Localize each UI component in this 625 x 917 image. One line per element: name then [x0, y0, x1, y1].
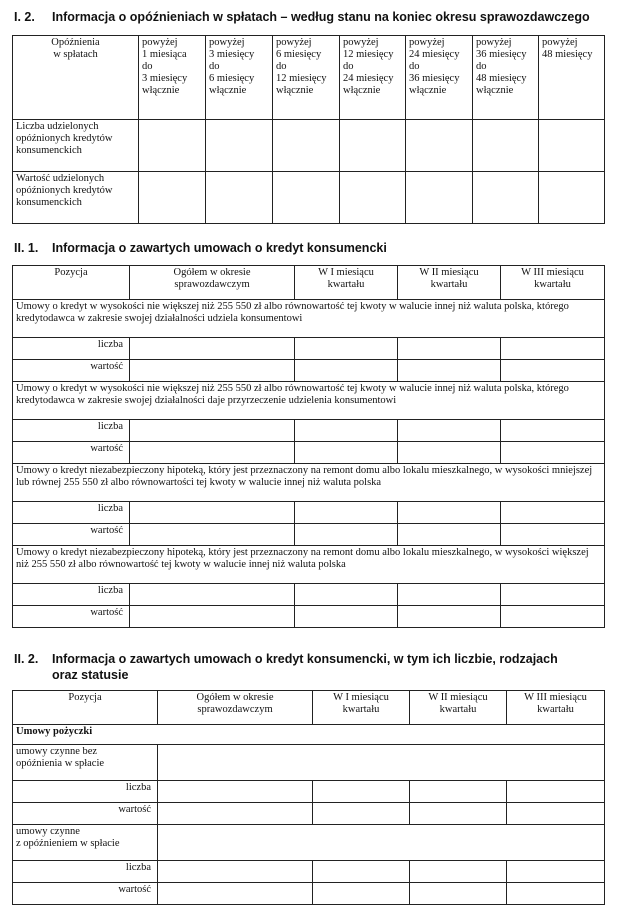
column-header: powyżej 36 miesięcy do 48 miesięcy włącznie — [473, 36, 539, 120]
input-cell[interactable] — [130, 360, 295, 382]
column-header: Pozycja — [13, 266, 130, 300]
input-cell[interactable] — [410, 781, 507, 803]
input-cell[interactable] — [410, 883, 507, 905]
column-header: W I miesiącu kwartału — [295, 266, 398, 300]
group-description: Umowy o kredyt niezabezpieczony hipoteką, który jest przeznaczony na remont domu albo lokalu mieszkalnego, w wysokości większej niż 255 550 zł albo równowartość tej kwoty w walucie innej niż waluta polska — [13, 546, 605, 584]
column-header: W I miesiącu kwartału — [313, 691, 410, 725]
column-header: powyżej 48 miesięcy — [539, 36, 605, 120]
section-number: I. 2. — [14, 10, 35, 24]
input-cell[interactable] — [539, 120, 605, 172]
row-label-wartosc: wartość — [13, 524, 130, 546]
section-heading: Informacja o zawartych umowach o kredyt konsumencki, w tym ich liczbie, rodzajach — [52, 652, 558, 666]
input-cell[interactable] — [313, 781, 410, 803]
input-cell[interactable] — [295, 338, 398, 360]
row-label-wartosc: wartość — [13, 442, 130, 464]
input-cell[interactable] — [130, 584, 295, 606]
input-cell[interactable] — [130, 524, 295, 546]
input-cell[interactable] — [398, 502, 501, 524]
input-cell[interactable] — [340, 120, 406, 172]
row-label-liczba: liczba — [13, 502, 130, 524]
group-title: Umowy pożyczki — [13, 725, 605, 745]
column-header: powyżej 1 miesiąca do 3 miesięcy włącznie — [139, 36, 206, 120]
table-row — [13, 338, 605, 360]
row-label-wartosc: wartość — [13, 803, 158, 825]
input-cell[interactable] — [398, 606, 501, 628]
input-cell[interactable] — [501, 584, 605, 606]
row-label-wartosc: wartość — [13, 606, 130, 628]
delays-table — [12, 35, 605, 224]
input-cell[interactable] — [313, 883, 410, 905]
input-cell[interactable] — [398, 420, 501, 442]
input-cell[interactable] — [410, 861, 507, 883]
column-header: powyżej 3 miesięcy do 6 miesięcy włącznie — [206, 36, 273, 120]
row-label-liczba: liczba — [13, 781, 158, 803]
table-row — [13, 172, 605, 224]
input-cell[interactable] — [398, 360, 501, 382]
input-cell[interactable] — [539, 172, 605, 224]
column-header: W II miesiącu kwartału — [398, 266, 501, 300]
input-cell[interactable] — [473, 120, 539, 172]
input-cell[interactable] — [501, 502, 605, 524]
table-row — [13, 861, 605, 883]
input-cell[interactable] — [398, 442, 501, 464]
section-number: II. 2. — [14, 652, 39, 666]
input-cell[interactable] — [158, 883, 313, 905]
column-header: Pozycja — [13, 691, 158, 725]
input-cell[interactable] — [130, 338, 295, 360]
column-header: Ogółem w okresie sprawozdawczym — [130, 266, 295, 300]
input-cell[interactable] — [340, 172, 406, 224]
input-cell[interactable] — [206, 120, 273, 172]
input-cell[interactable] — [313, 861, 410, 883]
column-header: W III miesiącu kwartału — [507, 691, 605, 725]
subgroup-label: umowy czynne bez opóźnienia w spłacie — [13, 745, 158, 781]
input-cell[interactable] — [273, 172, 340, 224]
input-cell[interactable] — [406, 120, 473, 172]
input-cell[interactable] — [501, 524, 605, 546]
input-cell[interactable] — [501, 360, 605, 382]
input-cell[interactable] — [158, 803, 313, 825]
column-header: W III miesiącu kwartału — [501, 266, 605, 300]
input-cell[interactable] — [398, 524, 501, 546]
empty-span-cell — [158, 825, 605, 861]
table-row — [13, 524, 605, 546]
column-header: powyżej 24 miesięcy do 36 miesięcy włącznie — [406, 36, 473, 120]
group-description: Umowy o kredyt w wysokości nie większej niż 255 550 zł albo równowartość tej kwoty w walucie innej niż waluta polska, którego kredytodawca w zakresie swojej działalności daje przyrzeczenie udzielenia konsumentowi — [13, 382, 605, 420]
row-label: Wartość udzielonych opóźnionych kredytów konsumenckich — [13, 172, 139, 224]
section-number: II. 1. — [14, 241, 39, 255]
column-header: powyżej 6 miesięcy do 12 miesięcy włącznie — [273, 36, 340, 120]
row-label-liczba: liczba — [13, 584, 130, 606]
column-header: W II miesiącu kwartału — [410, 691, 507, 725]
empty-span-cell — [158, 745, 605, 781]
column-header: powyżej 12 miesięcy do 24 miesięcy włącznie — [340, 36, 406, 120]
row-label-liczba: liczba — [13, 338, 130, 360]
input-cell[interactable] — [406, 172, 473, 224]
section-heading: Informacja o zawartych umowach o kredyt konsumencki — [52, 241, 387, 255]
table-row — [13, 120, 605, 172]
input-cell[interactable] — [313, 803, 410, 825]
input-cell[interactable] — [507, 883, 605, 905]
input-cell[interactable] — [158, 861, 313, 883]
input-cell[interactable] — [295, 584, 398, 606]
input-cell[interactable] — [295, 606, 398, 628]
section-heading-continuation: oraz statusie — [52, 668, 129, 682]
input-cell[interactable] — [398, 584, 501, 606]
input-cell[interactable] — [139, 120, 206, 172]
input-cell[interactable] — [507, 861, 605, 883]
input-cell[interactable] — [273, 120, 340, 172]
input-cell[interactable] — [295, 360, 398, 382]
subgroup-label: umowy czynne z opóźnieniem w spłacie — [13, 825, 158, 861]
corner-header: Opóźnienia w spłatach — [13, 36, 139, 120]
row-label-liczba: liczba — [13, 420, 130, 442]
input-cell[interactable] — [130, 420, 295, 442]
table-row — [13, 883, 605, 905]
row-label-wartosc: wartość — [13, 360, 130, 382]
input-cell[interactable] — [295, 442, 398, 464]
column-header: Ogółem w okresie sprawozdawczym — [158, 691, 313, 725]
row-label: Liczba udzielonych opóźnionych kredytów konsumenckich — [13, 120, 139, 172]
table-row — [13, 442, 605, 464]
input-cell[interactable] — [501, 606, 605, 628]
section-ii1-title — [14, 240, 387, 256]
input-cell[interactable] — [501, 420, 605, 442]
table-row — [13, 781, 605, 803]
section-i2-title — [14, 9, 590, 25]
table-row — [13, 502, 605, 524]
input-cell[interactable] — [295, 420, 398, 442]
row-label-wartosc: wartość — [13, 883, 158, 905]
input-cell[interactable] — [295, 502, 398, 524]
table-row — [13, 803, 605, 825]
input-cell[interactable] — [410, 803, 507, 825]
input-cell[interactable] — [507, 803, 605, 825]
group-description: Umowy o kredyt w wysokości nie większej niż 255 550 zł albo równowartość tej kwoty w walucie innej niż waluta polska, którego kredytodawca w zakresie swojej działalności udziela konsumentowi — [13, 300, 605, 338]
input-cell[interactable] — [158, 781, 313, 803]
input-cell[interactable] — [139, 172, 206, 224]
input-cell[interactable] — [501, 442, 605, 464]
input-cell[interactable] — [398, 338, 501, 360]
contracts-status-table — [12, 690, 605, 905]
contracts-table — [12, 265, 605, 628]
group-description: Umowy o kredyt niezabezpieczony hipoteką, który jest przeznaczony na remont domu albo lokalu mieszkalnego, w wysokości mniejszej lub równej 255 550 zł albo równowartości tej kwoty w walucie innej niż waluta polska — [13, 464, 605, 502]
input-cell[interactable] — [130, 442, 295, 464]
row-label-liczba: liczba — [13, 861, 158, 883]
input-cell[interactable] — [130, 502, 295, 524]
table-row — [13, 606, 605, 628]
section-ii2-title — [14, 651, 558, 683]
input-cell[interactable] — [473, 172, 539, 224]
input-cell[interactable] — [206, 172, 273, 224]
input-cell[interactable] — [507, 781, 605, 803]
section-heading: Informacja o opóźnieniach w spłatach – według stanu na koniec okresu sprawozdawczego — [52, 10, 590, 24]
table-row — [13, 420, 605, 442]
table-row — [13, 360, 605, 382]
input-cell[interactable] — [501, 338, 605, 360]
table-row — [13, 584, 605, 606]
input-cell[interactable] — [130, 606, 295, 628]
input-cell[interactable] — [295, 524, 398, 546]
